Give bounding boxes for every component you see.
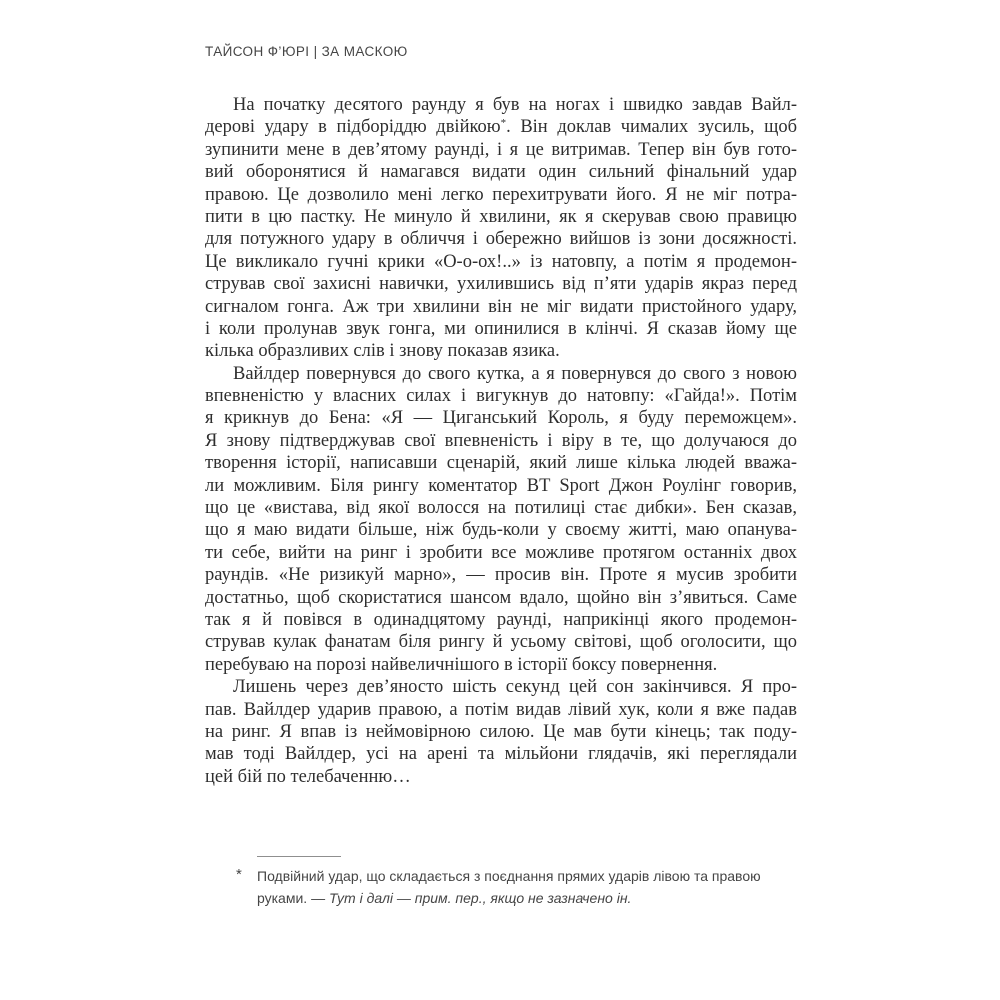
text-line: що я маю видати більше, ніж будь-коли у своєму житті, маю опанува- xyxy=(205,520,797,541)
footnote-text-italic: Тут і далі — прим. пер., якщо не зазначено ін. xyxy=(328,890,632,906)
text-line: ти себе, вийти на ринг і зробити все можливе протягом останніх двох xyxy=(205,542,797,563)
footnote-reference: * xyxy=(500,117,507,130)
paragraph-2 xyxy=(205,363,797,676)
text-line: На початку десятого раунду я був на ногах і швидко завдав Вайл- xyxy=(233,95,797,115)
text-line: ли можливим. Біля рингу коментатор BT Sport Джон Роулінг говорив, xyxy=(205,475,797,496)
text-line: для потужного удару в обличчя і обережно вийшов із зони досяжності. xyxy=(205,229,797,250)
footnote-marker: * xyxy=(236,866,242,883)
paragraph-3 xyxy=(205,676,797,788)
text-line: правою. Це дозволило мені легко перехитрувати його. Я не міг потра- xyxy=(205,184,797,205)
text-line: зупинити мене в дев’ятому раунді, і я це витримав. Тепер він був гото- xyxy=(205,139,797,160)
footnote-text-regular: Подвійний удар, що складається з поєднання прямих ударів лівою та правою руками. — xyxy=(257,868,761,906)
text-line: творення історії, написавши сценарій, який лише кілька людей вважа- xyxy=(205,453,797,474)
text-line: Я знову підтверджував свої впевненість і віру в те, що долучаюся до xyxy=(205,430,797,451)
footnote xyxy=(205,856,797,909)
paragraph-1 xyxy=(205,94,797,363)
text-line: Це викликало гучні крики «О-о-ох!..» із натовпу, а потім я продемон- xyxy=(205,251,797,272)
text-line: сигналом гонга. Аж три хвилини він не міг видати пристойного удару, xyxy=(205,296,797,317)
text-line: Лишень через дев’яносто шість секунд цей сон закінчився. Я про- xyxy=(233,677,797,698)
footnote-divider xyxy=(257,856,341,857)
text-line: стрував кулак фанатам біля рингу й усьому світові, щоб оголосити, що xyxy=(205,632,797,653)
text-line: пав. Вайлдер ударив правою, а потім видав лівий хук, коли я вже падав xyxy=(205,699,797,720)
text-line: так я й повівся в одинадцятому раунді, наприкінці якого продемон- xyxy=(205,609,797,630)
footnote-row xyxy=(205,865,797,909)
text-line: що це «вистава, від якої волосся на потилиці стає дибки». Бен сказав, xyxy=(205,498,797,519)
body-text xyxy=(205,94,797,788)
running-head: ТАЙСОН Ф’ЮРІ | ЗА МАСКОЮ xyxy=(205,44,408,59)
text-line: раундів. «Не ризикуй марно», — просив він. Проте я мусив зробити xyxy=(205,565,797,586)
text-line: перебуваю на порозі найвеличнішого в історії боксу повернення. xyxy=(205,654,718,675)
text-line: вий оборонятися й намагався видати один сильний фінальний удар xyxy=(205,162,797,183)
text-line: на ринг. Я впав із неймовірною силою. Це мав бути кінець; так поду- xyxy=(205,721,797,742)
text-line: кілька образливих слів і знову показав язика. xyxy=(205,341,560,362)
text-line: цей бій по телебаченню… xyxy=(205,766,411,787)
text-line: я крикнув до Бена: «Я — Циганський Король, я буду переможцем». xyxy=(205,408,797,429)
text-line: дерові удару в підборіддю двійкою*. Він доклав чималих зусиль, щоб xyxy=(205,117,797,138)
text-line: мав тоді Вайлдер, усі на арені та мільйони глядачів, які переглядали xyxy=(205,744,797,765)
text-line: стрував свої захисні навички, ухилившись від п’яти ударів якраз перед xyxy=(205,274,797,295)
footnote-text xyxy=(257,865,797,909)
text-line: і коли пролунав звук гонга, ми опинилися в клінчі. Я сказав йому ще xyxy=(205,318,797,339)
text-line: достатньо, щоб скористатися шансом вдало, щойно він з’явиться. Саме xyxy=(205,587,797,608)
text-line: пити в цю пастку. Не минуло й хвилини, як я скерував свою правицю xyxy=(205,206,797,227)
text-line: впевненістю у власних силах і вигукнув до натовпу: «Гайда!». Потім xyxy=(205,386,797,407)
text-line: Вайлдер повернувся до свого кутка, а я повернувся до свого з новою xyxy=(233,363,797,384)
